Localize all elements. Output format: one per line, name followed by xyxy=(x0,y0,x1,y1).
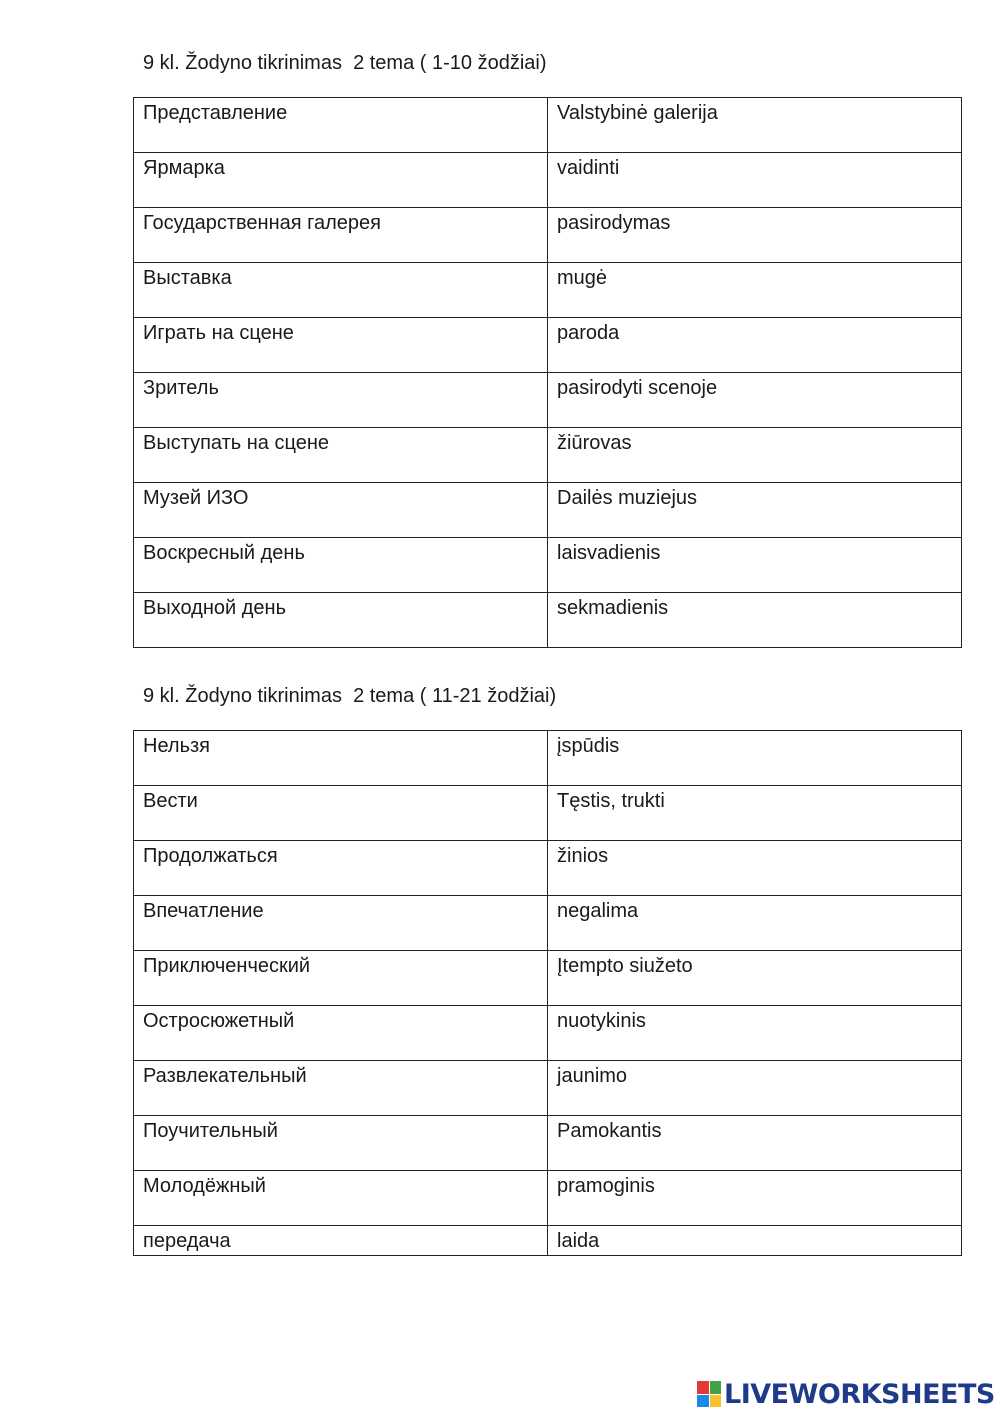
vocab-table-2 xyxy=(133,730,962,1256)
logo-square xyxy=(710,1395,722,1408)
russian-word: Впечатление xyxy=(134,896,548,951)
liveworksheets-watermark xyxy=(697,1378,995,1410)
table-row xyxy=(134,373,962,428)
lithuanian-word: negalima xyxy=(548,896,962,951)
section-2-heading: 9 kl. Žodyno tikrinimas 2 tema ( 11-21 žodžiai) xyxy=(143,685,557,707)
lithuanian-word: Įtempto siužeto xyxy=(548,951,962,1006)
lithuanian-word: pasirodyti scenoje xyxy=(548,373,962,428)
table-row xyxy=(134,786,962,841)
watermark-text: LIVEWORKSHEETS xyxy=(724,1378,995,1410)
table-row xyxy=(134,951,962,1006)
table-row xyxy=(134,1061,962,1116)
lithuanian-word: pramoginis xyxy=(548,1171,962,1226)
lithuanian-word: laisvadienis xyxy=(548,538,962,593)
lithuanian-word: paroda xyxy=(548,318,962,373)
russian-word: Продолжаться xyxy=(134,841,548,896)
lithuanian-word: Pamokantis xyxy=(548,1116,962,1171)
table-row xyxy=(134,318,962,373)
lithuanian-word: įspūdis xyxy=(548,731,962,786)
lithuanian-word: mugė xyxy=(548,263,962,318)
table-row xyxy=(134,263,962,318)
lithuanian-word: vaidinti xyxy=(548,153,962,208)
vocab-table-1 xyxy=(133,97,962,648)
lithuanian-word: Dailės muziejus xyxy=(548,483,962,538)
lithuanian-word: jaunimo xyxy=(548,1061,962,1116)
logo-square xyxy=(697,1395,709,1408)
russian-word: Выступать на сцене xyxy=(134,428,548,483)
russian-word: Нельзя xyxy=(134,731,548,786)
russian-word: Вести xyxy=(134,786,548,841)
russian-word: Молодёжный xyxy=(134,1171,548,1226)
table-row xyxy=(134,153,962,208)
russian-word: передача xyxy=(134,1226,548,1256)
lithuanian-word: Valstybinė galerija xyxy=(548,98,962,153)
russian-word: Приключенческий xyxy=(134,951,548,1006)
russian-word: Остросюжетный xyxy=(134,1006,548,1061)
russian-word: Воскресный день xyxy=(134,538,548,593)
table-row xyxy=(134,428,962,483)
lithuanian-word: laida xyxy=(548,1226,962,1256)
lithuanian-word: žiūrovas xyxy=(548,428,962,483)
lithuanian-word: Tęstis, trukti xyxy=(548,786,962,841)
lithuanian-word: nuotykinis xyxy=(548,1006,962,1061)
table-row xyxy=(134,538,962,593)
section-1-heading: 9 kl. Žodyno tikrinimas 2 tema ( 1-10 žodžiai) xyxy=(143,52,547,74)
table-row xyxy=(134,731,962,786)
russian-word: Зритель xyxy=(134,373,548,428)
russian-word: Представление xyxy=(134,98,548,153)
table-row xyxy=(134,896,962,951)
logo-square xyxy=(710,1381,722,1394)
lithuanian-word: žinios xyxy=(548,841,962,896)
russian-word: Ярмарка xyxy=(134,153,548,208)
table-row xyxy=(134,593,962,648)
russian-word: Музей ИЗО xyxy=(134,483,548,538)
russian-word: Поучительный xyxy=(134,1116,548,1171)
lithuanian-word: sekmadienis xyxy=(548,593,962,648)
table-row xyxy=(134,1226,962,1256)
russian-word: Выходной день xyxy=(134,593,548,648)
lithuanian-word: pasirodymas xyxy=(548,208,962,263)
table-row xyxy=(134,483,962,538)
russian-word: Выставка xyxy=(134,263,548,318)
table-row xyxy=(134,1006,962,1061)
liveworksheets-logo-icon xyxy=(697,1381,721,1407)
table-row xyxy=(134,841,962,896)
table-row xyxy=(134,1171,962,1226)
russian-word: Играть на сцене xyxy=(134,318,548,373)
table-row xyxy=(134,98,962,153)
russian-word: Государственная галерея xyxy=(134,208,548,263)
logo-square xyxy=(697,1381,709,1394)
table-row xyxy=(134,208,962,263)
russian-word: Развлекательный xyxy=(134,1061,548,1116)
table-row xyxy=(134,1116,962,1171)
